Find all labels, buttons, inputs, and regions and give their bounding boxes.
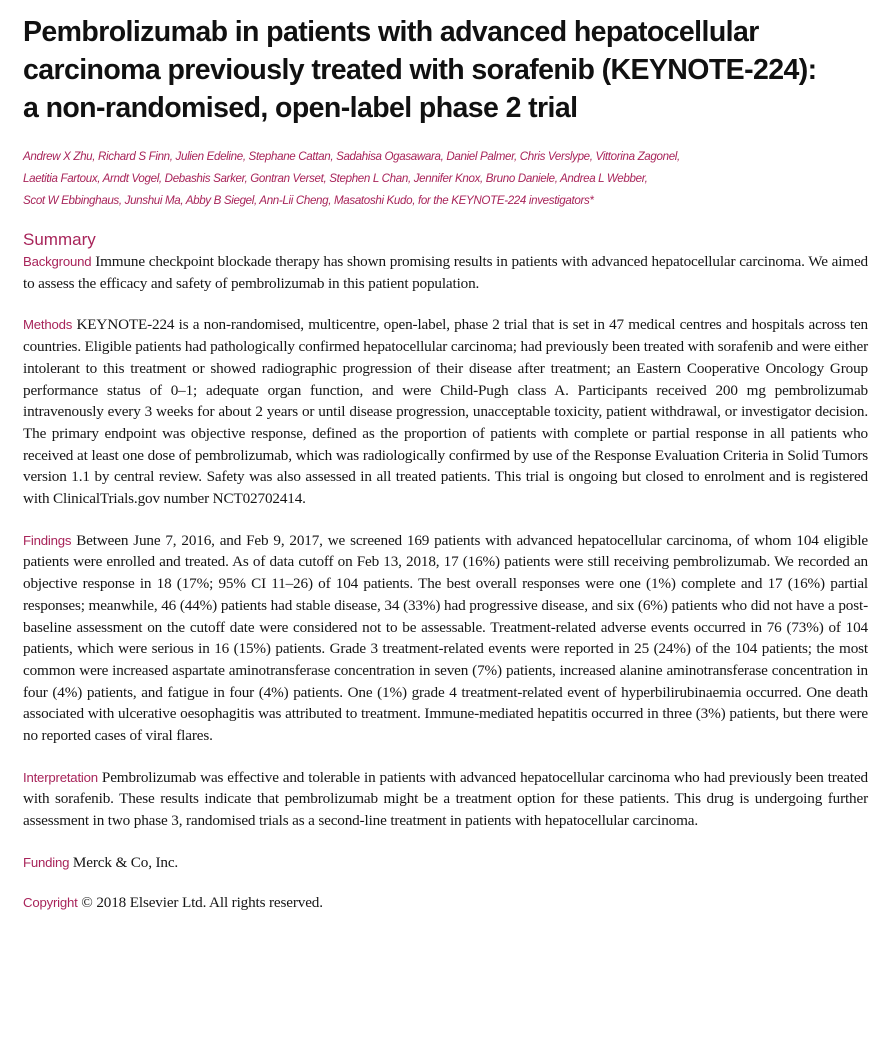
title-line: a non-randomised, open-label phase 2 trial	[23, 92, 578, 124]
section-text: Immune checkpoint blockade therapy has shown promising results in patients with advanced hepatocellular carcinoma. We aimed to assess the efficacy and safety of pembrolizumab in this patient population.	[23, 253, 868, 292]
summary-heading: Summary	[23, 230, 96, 249]
section-label: Copyright	[23, 894, 78, 910]
article-page	[23, 0, 868, 913]
title-line: carcinoma previously treated with sorafenib (KEYNOTE-224):	[23, 54, 817, 86]
section-text: Between June 7, 2016, and Feb 9, 2017, we screened 169 patients with advanced hepatocellular carcinoma, of whom 104 eligible patients were enrolled and treated. As of data cutoff on Feb 13, 2018, 17 (16%) patients were still receiving pembrolizumab. We recorded an objective response in 18 (17%; 95% CI 11–26) of 104 patients. The best overall responses were one (1%) complete and 17 (16%) partial responses; meanwhile, 46 (44%) patients had stable disease, 34 (33%) had progressive disease, and six (6%) patients who did not have a post-baseline assessment on the cutoff date were considered not to be assessable. Treatment-related adverse events occurred in 76 (73%) of 104 patients, which were serious in 16 (15%) patients. Grade 3 treatment-related events were reported in 25 (24%) of the 104 patients; the most common were increased aspartate aminotransferase concentration in seven (7%) patients, increased alanine aminotransferase concentration in four (4%) patients, and fatigue in four (4%) patients. One (1%) grade 4 treatment-related event of hyperbilirubinaemia occurred. One death associated with ulcerative oesophagitis was attributed to treatment. Immune-mediated hepatitis occurred in three (3%) patients, but there were no reported cases of viral flares.	[23, 531, 868, 745]
section-label: Methods	[23, 317, 73, 333]
methods-section	[23, 314, 868, 509]
section-text: Pembrolizumab was effective and tolerable in patients with advanced hepatocellular carcinoma who had previously been treated with sorafenib. These results indicate that pembrolizumab might be a treatment option for these patients. This drug is undergoing further assessment in two phase 3, randomised trials as a second-line treatment in patients with hepatocellular carcinoma.	[23, 768, 868, 830]
author-list	[23, 146, 868, 212]
section-label: Background	[23, 254, 92, 269]
section-text: KEYNOTE-224 is a non-randomised, multicentre, open-label, phase 2 trial that is set in 47 medical centres and hospitals across ten countries. Eligible patients had pathologically confirmed hepatocellular carcinoma; had previously been treated with sorafenib and were either intolerant to this treatment or showed radiographic progression of their disease after treatment; an Eastern Cooperative Oncology Group performance status of 0–1; adequate organ function, and were Child-Pugh class A. Participants received 200 mg pembrolizumab intravenously every 3 weeks for about 2 years or until disease progression, unacceptable toxicity, patient withdrawal, or investigator decision. The primary endpoint was objective response, defined as the proportion of patients with complete or partial response in all patients who received at least one dose of pembrolizumab, which was radiologically confirmed by use of the Response Evaluation Criteria in Solid Tumors version 1.1 by central review. Safety was also assessed in all treated patients. This trial is ongoing but closed to enrolment and is registered with ClinicalTrials.gov number NCT02702414.	[23, 316, 868, 508]
author-line: Andrew X Zhu, Richard S Finn, Julien Edeline, Stephane Cattan, Sadahisa Ogasawara, Daniel Palmer, Chris Verslype, Vittorina Zagonel,	[23, 150, 680, 163]
funding-section	[23, 852, 868, 874]
title-line: Pembrolizumab in patients with advanced hepatocellular	[23, 16, 759, 48]
section-label: Interpretation	[23, 769, 98, 785]
article-title	[23, 13, 868, 127]
copyright-section	[23, 892, 868, 914]
author-line: Laetitia Fartoux, Arndt Vogel, Debashis Sarker, Gontran Verset, Stephen L Chan, Jennifer Knox, Bruno Daniele, Andrea L Webber,	[23, 172, 648, 185]
section-label: Findings	[23, 532, 72, 548]
findings-section	[23, 530, 868, 747]
section-text: Merck & Co, Inc.	[72, 853, 179, 871]
interpretation-section	[23, 767, 868, 832]
section-label: Funding	[23, 854, 70, 870]
background-section	[23, 251, 868, 294]
section-text: © 2018 Elsevier Ltd. All rights reserved.	[81, 893, 323, 911]
author-line: Scot W Ebbinghaus, Junshui Ma, Abby B Siegel, Ann-Lii Cheng, Masatoshi Kudo, for the KEYNOTE-224 investigators*	[23, 194, 594, 207]
